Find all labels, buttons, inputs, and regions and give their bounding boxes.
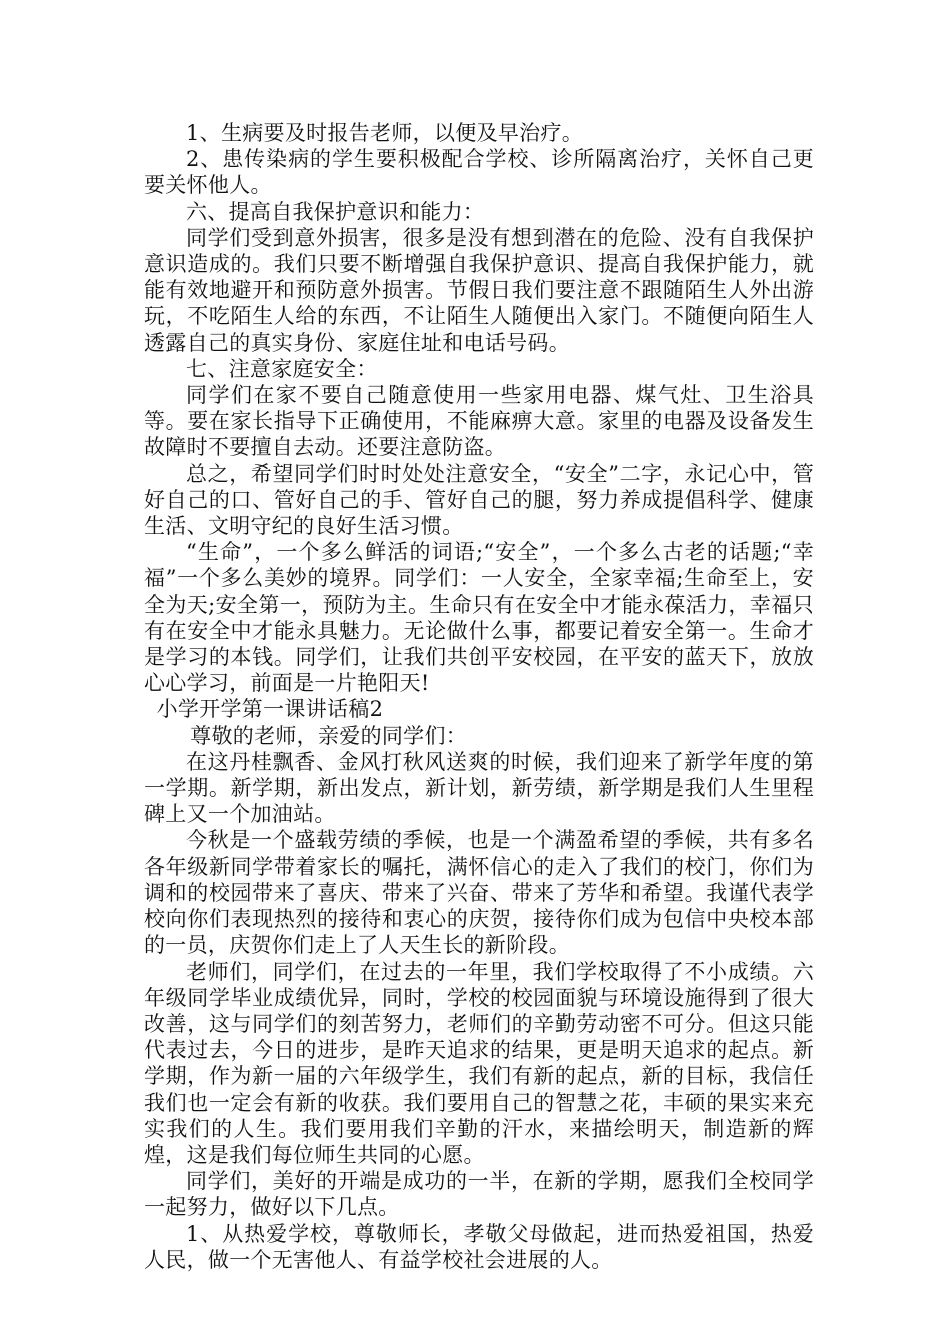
- paragraph-infectious-disease: 2、患传染病的学生要积极配合学校、诊所隔离治疗，关怀自己更要关怀他人。: [144, 147, 814, 198]
- paragraph-good-start: 同学们，美好的开端是成功的一半，在新的学期，愿我们全校同学一起努力，做好以下几点。: [144, 1169, 814, 1220]
- section-heading-home-safety: 七、注意家庭安全：: [186, 356, 378, 381]
- paragraph-love-school: 1、从热爱学校，尊敬师长，孝敬父母做起，进而热爱祖国，热爱人民，做一个无害他人、有益学校社会进展的人。: [144, 1221, 814, 1272]
- paragraph-autumn-welcome: 今秋是一个盛载劳绩的季候，也是一个满盈希望的季候，共有多名各年级新同学带着家长的嘱托，满怀信心的走入了我们的校门，你们为调和的校园带来了喜庆、带来了兴奋、带来了芳华和希望。我谨代表学校向你们表现热烈的接待和衷心的庆贺，接待你们成为包信中央校本部的一员，庆贺你们走上了人天生长的新阶段。: [144, 828, 814, 958]
- speech-salutation: 尊敬的老师，亲爱的同学们：: [190, 723, 468, 748]
- paragraph-self-protection: 同学们受到意外损害，很多是没有想到潜在的危险、没有自我保护意识造成的。我们只要不断增强自我保护意识、提高自我保护能力，就能有效地避开和预防意外损害。节假日我们要注意不跟随陌生人外出游玩，不吃陌生人给的东西，不让陌生人随便出入家门。不随便向陌生人透露自己的真实身份、家庭住址和电话号码。: [144, 225, 814, 355]
- paragraph-life-safety: “生命”，一个多么鲜活的词语;“安全”，一个多么古老的话题;“幸福”一个多么美妙的境界。同学们：一人安全，全家幸福;生命至上，安全为天;安全第一，预防为主。生命只有在安全中才能永葆活力，幸福只有在安全中才能永具魅力。无论做什么事，都要记着安全第一。生命才是学习的本钱。同学们，让我们共创平安校园，在平安的蓝天下，放放心心学习，前面是一片艳阳天!: [144, 540, 814, 696]
- paragraph-achievements: 老师们，同学们，在过去的一年里，我们学校取得了不小成绩。六年级同学毕业成绩优异，同时，学校的校园面貌与环境设施得到了很大改善，这与同学们的刻苦努力，老师们的辛勤劳动密不可分。但这只能代表过去，今日的进步，是昨天追求的结果，更是明天追求的起点。新学期，作为新一届的六年级学生，我们有新的起点，新的目标，我信任我们也一定会有新的收获。我们要用自己的智慧之花，丰硕的果实来充实我们的人生。我们要用我们辛勤的汗水，来描绘明天，制造新的辉煌，这是我们每位师生共同的心愿。: [144, 959, 814, 1167]
- paragraph-illness-report: 1、生病要及时报告老师，以便及早治疗。: [186, 121, 584, 145]
- paragraph-summary: 总之，希望同学们时时处处注意安全，“安全”二字，永记心中，管好自己的口、管好自己的手、管好自己的腿，努力养成提倡科学、健康生活、文明守纪的良好生活习惯。: [144, 461, 814, 539]
- section-heading-self-protection: 六、提高自我保护意识和能力：: [186, 199, 485, 224]
- paragraph-home-safety: 同学们在家不要自己随意使用一些家用电器、煤气灶、卫生浴具等。要在家长指导下正确使用，不能麻痹大意。家里的电器及设备发生故障时不要擅自去动。还要注意防盗。: [144, 383, 814, 460]
- speech-title: 小学开学第一课讲话稿2: [156, 697, 384, 722]
- document-body: [144, 120, 814, 1273]
- paragraph-new-term: 在这丹桂飘香、金风打秋风送爽的时候，我们迎来了新学年度的第一学期。新学期，新出发点，新计划，新劳绩，新学期是我们人生里程碑上又一个加油站。: [144, 749, 814, 827]
